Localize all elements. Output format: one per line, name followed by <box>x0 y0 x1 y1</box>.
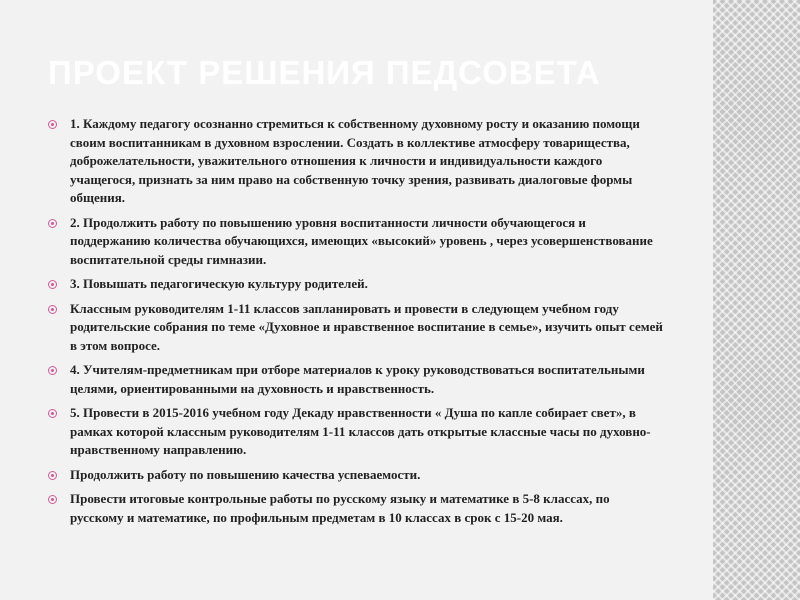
list-item-text: 1. Каждому педагогу осознанно стремиться к собственному духовному росту и оказанию помощи своим воспитанникам в духовном взрослении. Создать в коллективе атмосферу товарищества, доброжелательности, уважительного отношения к личности и индивидуальности каждого учащегося, признать за ним право на собственную точку зрения, развивать диалоговые формы общения. <box>70 116 640 205</box>
list-item <box>48 300 663 356</box>
list-item <box>48 466 663 485</box>
decorative-side-band <box>713 0 800 600</box>
list-item-text: 3. Повышать педагогическую культуру родителей. <box>70 276 368 291</box>
list-item-text: 4. Учителям-предметникам при отборе материалов к уроку руководствоваться воспитательными целями, ориентированными на духовность и нравственность. <box>70 362 645 396</box>
bullet-icon <box>48 409 57 418</box>
list-item <box>48 490 663 527</box>
list-item <box>48 115 663 208</box>
list-item-text: Классным руководителям 1-11 классов запланировать и провести в следующем учебном году родительские собрания по теме «Духовное и нравственное воспитание в семье», изучить опыт семей в этом вопросе. <box>70 300 663 353</box>
list-item <box>48 214 663 270</box>
list-item <box>48 361 663 398</box>
bullet-icon <box>48 366 57 375</box>
list-item-text: 2. Продолжить работу по повышению уровня воспитанности личности обучающегося и поддержанию количества обучающихся, имеющих «высокий» уровень , через усовершенствование воспитательной среды гимназии. <box>70 214 653 267</box>
list-item-text: 5. Провести в 2015-2016 учебном году Декаду нравственности « Душа по капле собирает свет», в рамках которой классным руководителям 1-11 классов дать открытые классные часы по духовно-нравственному направлению. <box>70 405 651 457</box>
bullet-list <box>48 115 663 533</box>
list-item <box>48 275 663 294</box>
bullet-icon <box>48 471 57 480</box>
list-item-text: Провести итоговые контрольные работы по русскому языку и математике в 5-8 классах, по русскому и математике, по профильным предметам в 10 классах в срок с 15-20 мая. <box>70 491 610 525</box>
bullet-icon <box>48 305 57 314</box>
list-item-text: Продолжить работу по повышению качества успеваемости. <box>70 466 421 482</box>
list-item <box>48 404 663 460</box>
slide-title: ПРОЕКТ РЕШЕНИЯ ПЕДСОВЕТА <box>48 54 601 91</box>
bullet-icon <box>48 280 57 289</box>
bullet-icon <box>48 495 57 504</box>
bullet-icon <box>48 219 57 228</box>
bullet-icon <box>48 120 57 129</box>
